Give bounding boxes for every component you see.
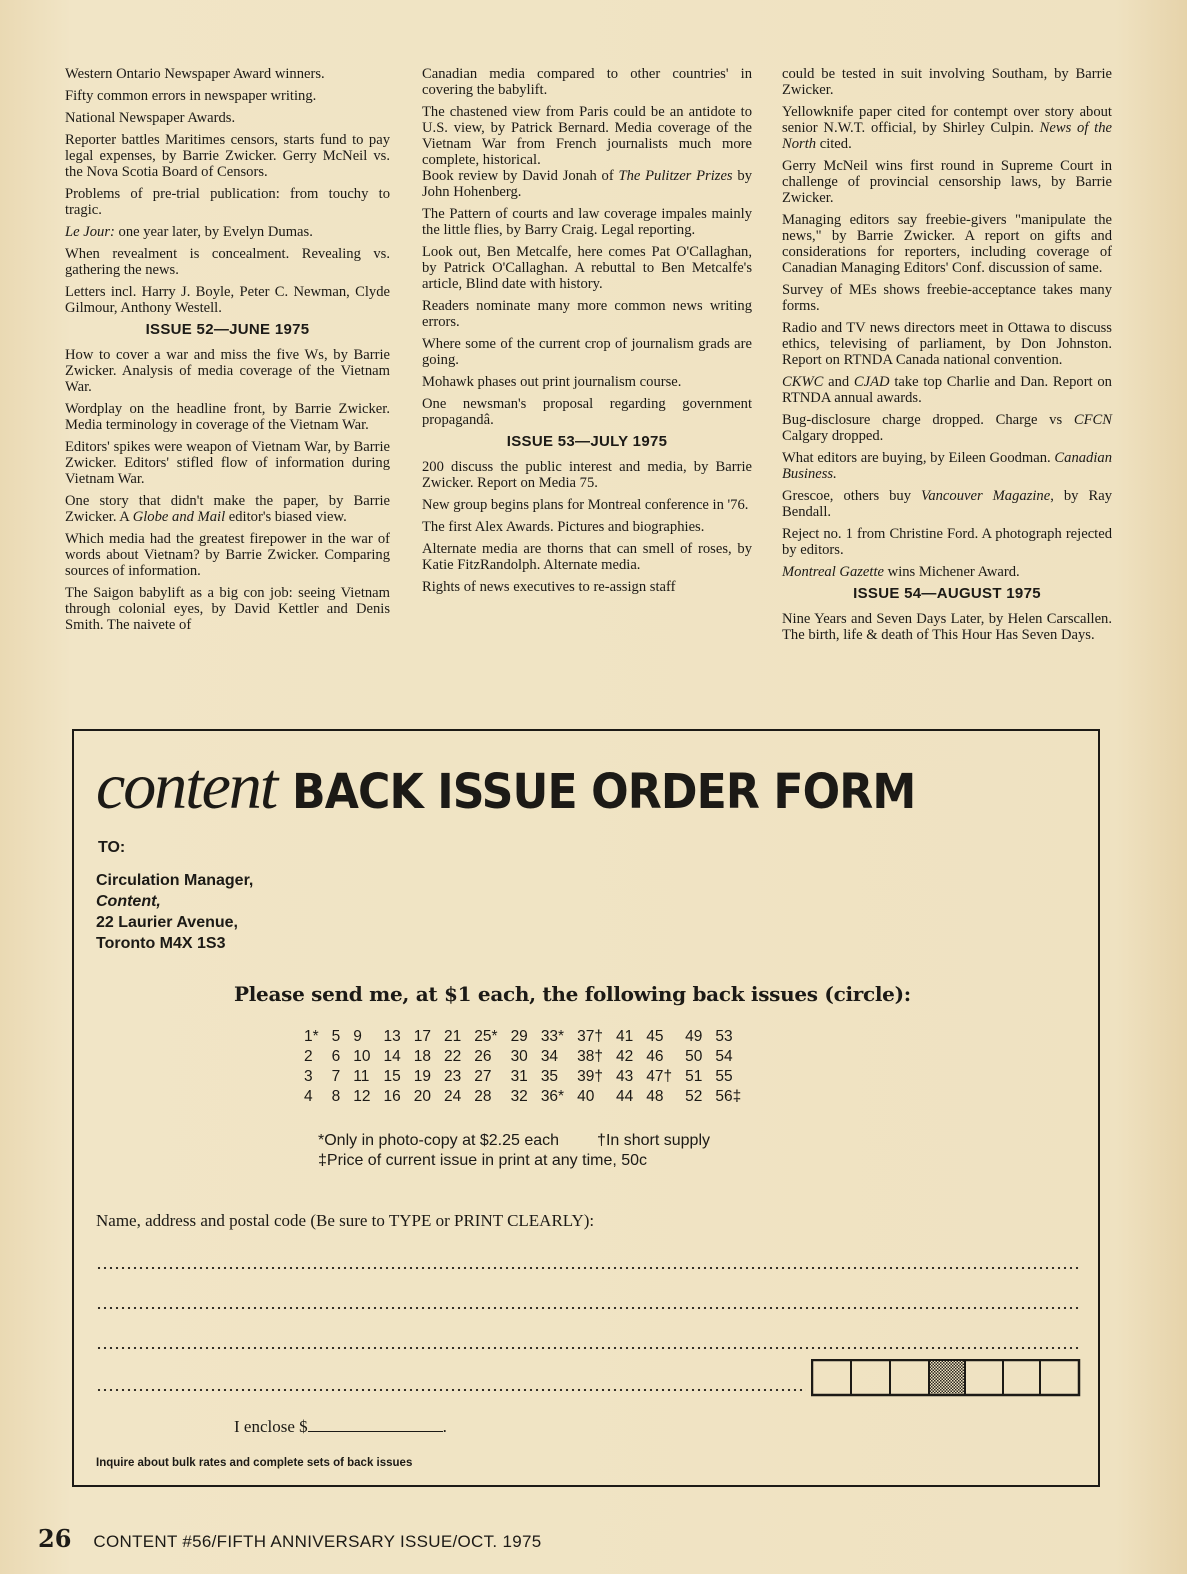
list-item: Canadian media compared to other countries' in covering the babylift. [422, 66, 752, 98]
issue-number[interactable]: 6 [331, 1048, 341, 1065]
issue-number[interactable]: 14 [383, 1048, 401, 1065]
issue-number[interactable]: 35 [540, 1068, 559, 1085]
form-title [96, 749, 970, 825]
list-item-text: wins Michener Award. [887, 564, 1020, 580]
list-item-text: Calgary dropped. [782, 428, 884, 444]
issue-number[interactable]: 36* [540, 1088, 565, 1105]
issue-number[interactable]: 3 [304, 1068, 313, 1085]
issue-number[interactable]: 1* [304, 1028, 319, 1045]
address-line: Toronto M4X 1S3 [96, 935, 226, 952]
issue-number[interactable]: 56‡ [715, 1088, 742, 1105]
issue-row [304, 1067, 754, 1087]
issue-number[interactable]: 53 [715, 1028, 733, 1045]
address-line-4[interactable] [96, 1389, 806, 1391]
enclose-period: . [442, 1417, 447, 1436]
list-item-text: Bug-disclosure charge dropped. Charge vs [782, 412, 1063, 428]
issue-number[interactable]: 41 [615, 1028, 634, 1045]
issue-number[interactable]: 50 [685, 1048, 703, 1065]
issue-number[interactable]: 19 [413, 1068, 432, 1085]
list-item: 200 discuss the public interest and media, by Barrie Zwicker. Report on Media 75. [422, 459, 752, 491]
italic-title: Canadian Business. [782, 450, 1112, 482]
list-item: Survey of MEs shows freebie-acceptance takes many forms. [782, 282, 1112, 314]
list-item-text: Grescoe, others buy [782, 488, 912, 504]
order-form [72, 729, 1100, 1487]
note-price: ‡Price of current issue in print at any time, 50c [318, 1152, 648, 1169]
list-item: The first Alex Awards. Pictures and biographies. [422, 519, 705, 535]
page-footer [38, 1524, 542, 1553]
mailing-address [96, 870, 253, 954]
list-item: Fifty common errors in newspaper writing. [65, 88, 317, 104]
issue-notes [318, 1131, 710, 1171]
issue-number[interactable]: 48 [646, 1088, 664, 1105]
name-address-label: Name, address and postal code (Be sure to TYPE or PRINT CLEARLY): [96, 1211, 595, 1230]
postal-code-boxes[interactable] [811, 1359, 1081, 1397]
list-item: Which media had the greatest firepower in the war of words about Vietnam? by Barrie Zwicker. Comparing sources of information. [65, 531, 390, 579]
note-short-supply: †In short supply [597, 1132, 710, 1149]
issue-53-heading: ISSUE 53—JULY 1975 [506, 433, 668, 450]
issue-number[interactable]: 26 [474, 1048, 492, 1065]
issue-number[interactable]: 12 [353, 1088, 371, 1105]
list-item: Problems of pre-trial publication: from touchy to tragic. [65, 186, 390, 218]
list-item: Gerry McNeil wins first round in Supreme Court in challenge of provincial censorship laws, by Barrie Zwicker. [782, 158, 1112, 206]
list-item: Look out, Ben Metcalfe, here comes Pat O'Callaghan, by Patrick O'Callaghan. A rebuttal to Ben Metcalfe's article, Blind date with history. [422, 244, 752, 292]
italic-title: News of the North [782, 120, 1112, 152]
list-item: Wordplay on the headline front, by Barrie Zwicker. Media terminology in coverage of the Vietnam War. [65, 401, 390, 433]
issue-number[interactable]: 24 [444, 1088, 462, 1105]
issue-number[interactable]: 4 [304, 1088, 313, 1105]
address-line: Circulation Manager, [96, 872, 254, 889]
address-line-3[interactable] [96, 1347, 1080, 1349]
issue-number[interactable]: 17 [413, 1028, 432, 1045]
italic-title: The Pulitzer Prizes [618, 168, 733, 184]
list-item: Reject no. 1 from Christine Ford. A photograph rejected by editors. [782, 526, 1112, 558]
list-item [782, 488, 1112, 520]
note-photocopy: *Only in photo-copy at $2.25 each [318, 1132, 560, 1149]
issue-number[interactable]: 34 [540, 1048, 559, 1065]
list-item: Where some of the current crop of journalism grads are going. [422, 336, 752, 368]
list-item [782, 412, 1112, 444]
list-item [782, 104, 1112, 152]
list-item: Editors' spikes were weapon of Vietnam War, by Barrie Zwicker. Editors' stifled flow of information during Vietnam War. [65, 439, 390, 487]
list-item: Western Ontario Newspaper Award winners. [65, 66, 325, 82]
issue-number[interactable]: 43 [615, 1068, 634, 1085]
list-item: Nine Years and Seven Days Later, by Helen Carscallen. The birth, life & death of This Hour Has Seven Days. [782, 611, 1112, 643]
issue-number[interactable]: 39† [577, 1068, 603, 1085]
list-item: could be tested in suit involving Southam, by Barrie Zwicker. [782, 66, 1112, 98]
list-item: Readers nominate many more common news writing errors. [422, 298, 752, 330]
issue-number[interactable]: 33* [540, 1028, 565, 1045]
issue-number[interactable]: 22 [444, 1048, 462, 1065]
issue-number[interactable]: 10 [353, 1048, 371, 1065]
issue-number[interactable]: 16 [383, 1088, 401, 1105]
issue-number[interactable]: 23 [444, 1068, 462, 1085]
column-2 [422, 66, 752, 601]
issue-number[interactable]: 49 [685, 1028, 703, 1045]
list-item-text: What editors are buying, by Eileen Goodman. [782, 450, 1051, 466]
italic-title: Montreal Gazette [782, 564, 884, 580]
enclose-label: I enclose $ [234, 1417, 308, 1436]
italic-title: CKWC [782, 374, 824, 390]
list-item [782, 564, 1112, 580]
italic-title: Globe and Mail [132, 509, 226, 525]
list-item-text: and [828, 374, 850, 390]
list-item-text: One story that didn't make the paper, by Barrie Zwicker. A [65, 493, 390, 525]
issue-54-heading: ISSUE 54—AUGUST 1975 [853, 585, 1041, 602]
issue-number[interactable]: 11 [353, 1068, 370, 1085]
issue-number[interactable]: 40 [577, 1088, 595, 1105]
issue-number[interactable]: 46 [646, 1048, 664, 1065]
issue-number[interactable]: 25* [474, 1028, 498, 1045]
address-line: 22 Laurier Avenue, [96, 914, 238, 931]
list-item: Managing editors say freebie-givers "manipulate the news," by Barrie Zwicker. A report on gifts and considerations for reporters, including coverage of Canadian Managing Editors' Conf. discussion of same. [782, 212, 1112, 276]
list-item-text: editor's biased view. [228, 509, 347, 525]
column-1 [65, 66, 390, 639]
amount-field[interactable] [308, 1417, 443, 1432]
list-item: The chastened view from Paris could be an antidote to U.S. view, by Patrick Bernard. Media coverage of the Vietnam War from French journalists much more complete, historical. [422, 104, 752, 168]
issue-number[interactable]: 54 [715, 1048, 733, 1065]
enclose-amount [234, 1417, 447, 1437]
list-item: Letters incl. Harry J. Boyle, Peter C. Newman, Clyde Gilmour, Anthony Westell. [65, 284, 390, 316]
list-item [65, 493, 390, 525]
list-item [65, 224, 390, 240]
list-item: Reporter battles Maritimes censors, starts fund to pay legal expenses, by Barrie Zwicker. Gerry McNeil vs. the Nova Scotia Board of Censors. [65, 132, 390, 180]
italic-title: CJAD [853, 374, 890, 390]
send-instruction: Please send me, at $1 each, the following back issues (circle): [234, 982, 911, 1006]
issue-number[interactable]: 29 [510, 1028, 528, 1045]
issue-number[interactable]: 45 [646, 1028, 664, 1045]
address-line-1[interactable] [96, 1267, 1080, 1269]
issue-number[interactable]: 32 [510, 1088, 528, 1105]
bulk-rates-note: Inquire about bulk rates and complete sets of back issues [96, 1457, 413, 1469]
list-item-text: take top Charlie and Dan. Report on RTNDA annual awards. [782, 374, 1112, 406]
list-item: Radio and TV news directors meet in Ottawa to discuss ethics, televising of parliament, by Don Johnston. Report on RTNDA Canada national convention. [782, 320, 1112, 368]
brand-logo: content [96, 750, 277, 823]
issue-row [304, 1027, 754, 1047]
issue-number[interactable]: 15 [383, 1068, 401, 1085]
list-item: Mohawk phases out print journalism course. [422, 374, 682, 390]
list-item [422, 168, 752, 200]
italic-title: CFCN [1073, 412, 1112, 428]
italic-title: Le Jour: [65, 224, 115, 240]
notes-row [318, 1131, 710, 1151]
list-item: When revealment is concealment. Revealing vs. gathering the news. [65, 246, 390, 278]
issue-number[interactable]: 28 [474, 1088, 492, 1105]
issue-number[interactable]: 51 [685, 1068, 703, 1085]
issue-number[interactable]: 55 [715, 1068, 733, 1085]
issue-number[interactable]: 30 [510, 1048, 528, 1065]
issue-number[interactable]: 47† [646, 1068, 673, 1085]
list-item: Alternate media are thorns that can smell of roses, by Katie FitzRandolph. Alternate media. [422, 541, 752, 573]
list-item: Rights of news executives to re-assign staff [422, 579, 676, 595]
column-3 [782, 66, 1112, 649]
issue-number[interactable]: 27 [474, 1068, 492, 1085]
footer-text: CONTENT #56/FIFTH ANNIVERSARY ISSUE/OCT. 1975 [93, 1532, 542, 1551]
issue-number[interactable]: 38† [577, 1048, 603, 1065]
issue-row [304, 1087, 754, 1107]
list-item: The Pattern of courts and law coverage impales mainly the little flies, by Barry Craig. Legal reporting. [422, 206, 752, 238]
address-line-2[interactable] [96, 1307, 1080, 1309]
issue-number[interactable]: 20 [413, 1088, 432, 1105]
list-item-text: , by Ray Bendall. [782, 488, 1112, 520]
issue-number-grid [304, 1027, 754, 1107]
issue-row [304, 1047, 754, 1067]
issue-number[interactable]: 5 [331, 1028, 341, 1045]
list-item-text: one year later, by Evelyn Dumas. [118, 224, 313, 240]
to-label: TO: [98, 839, 126, 856]
page-number: 26 [38, 1524, 72, 1553]
issue-number[interactable]: 42 [615, 1048, 634, 1065]
list-item-text: cited. [819, 136, 852, 152]
list-item-text: Yellowknife paper cited for contempt over story about senior N.W.T. official, by Shirley Culpin. [782, 104, 1112, 136]
issue-number[interactable]: 9 [353, 1028, 362, 1045]
issue-number[interactable]: 44 [615, 1088, 634, 1105]
form-heading: BACK ISSUE ORDER FORM [292, 764, 916, 820]
list-item: National Newspaper Awards. [65, 110, 236, 126]
issue-number[interactable]: 2 [304, 1048, 313, 1065]
issue-number[interactable]: 52 [685, 1088, 703, 1105]
issue-number[interactable]: 7 [331, 1068, 341, 1085]
list-item-text: Book review by David Jonah of [422, 168, 614, 184]
issue-number[interactable]: 37† [577, 1028, 603, 1045]
address-company: Content, [96, 893, 161, 910]
list-item [782, 374, 1112, 406]
list-item: One newsman's proposal regarding government propagandâ. [422, 396, 752, 428]
issue-number[interactable]: 18 [413, 1048, 432, 1065]
italic-title: Vancouver Magazine [921, 488, 1051, 504]
address-line [96, 891, 253, 912]
list-item: New group begins plans for Montreal conference in '76. [422, 497, 749, 513]
issue-number[interactable]: 8 [331, 1088, 341, 1105]
list-item: The Saigon babylift as a big con job: seeing Vietnam through colonial eyes, by David Kettler and Denis Smith. The naivete of [65, 585, 390, 633]
issue-52-heading: ISSUE 52—JUNE 1975 [145, 321, 310, 338]
issue-table [304, 1027, 754, 1107]
list-item: How to cover a war and miss the five Ws, by Barrie Zwicker. Analysis of media coverage of the Vietnam War. [65, 347, 390, 395]
issue-number[interactable]: 31 [510, 1068, 528, 1085]
issue-number[interactable]: 21 [444, 1028, 462, 1045]
issue-number[interactable]: 13 [383, 1028, 401, 1045]
list-item [782, 450, 1112, 482]
list-item-text: by John Hohenberg. [422, 168, 752, 200]
